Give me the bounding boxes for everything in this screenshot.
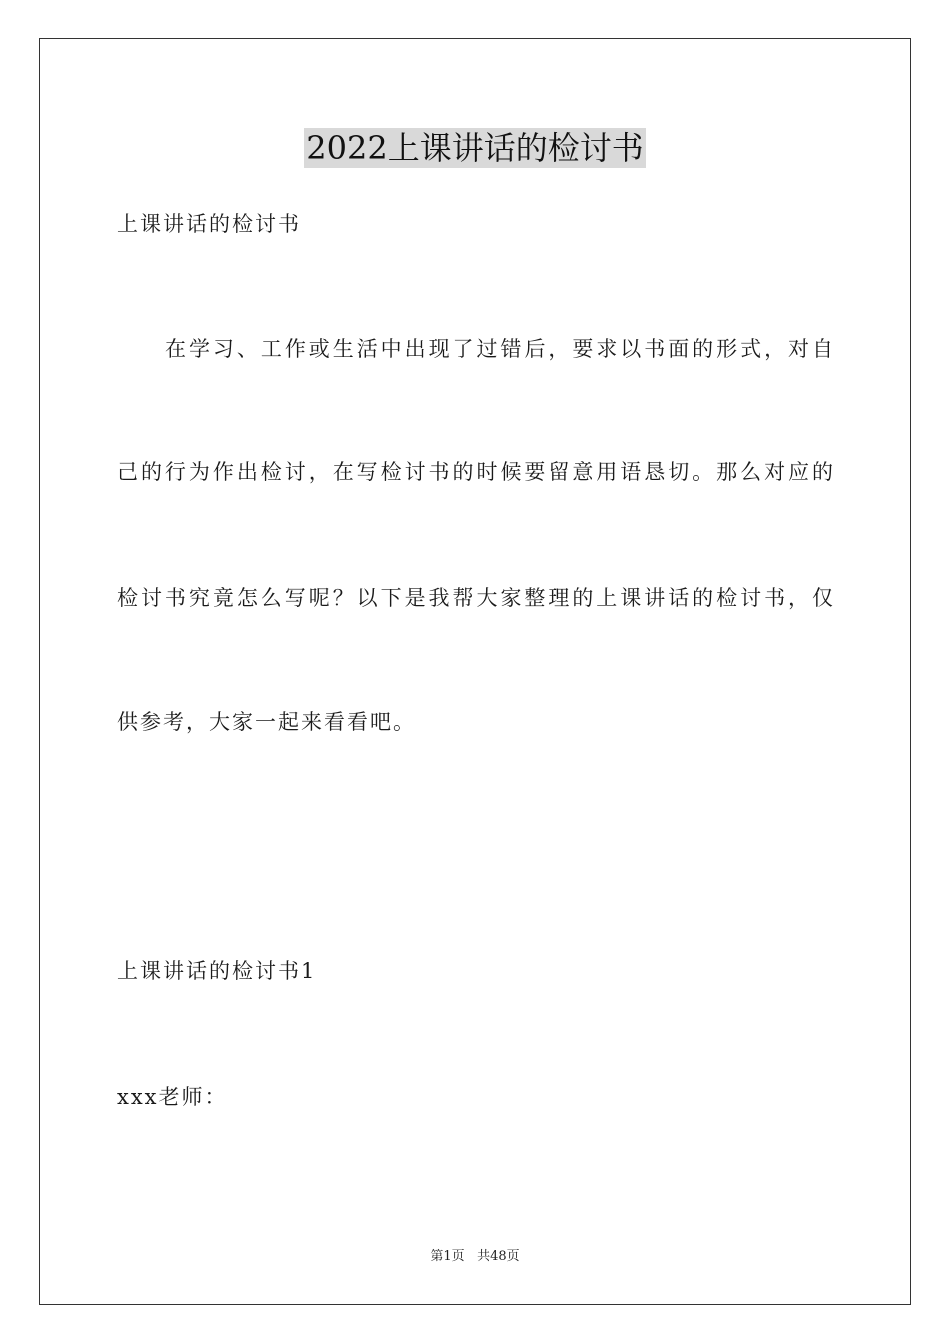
paragraph-line-4: 供参考，大家一起来看看吧。 (117, 710, 416, 734)
page-total: 共48页 (477, 1249, 520, 1264)
paragraph-line-1: 在学习、工作或生活中出现了过错后，要求以书面的形式，对自 (165, 337, 833, 361)
title-container (0, 128, 950, 168)
paragraph-line-3: 检讨书究竟怎么写呢？以下是我帮大家整理的上课讲话的检讨书，仅 (117, 586, 833, 610)
page-footer (0, 1248, 950, 1266)
subtitle: 上课讲话的检讨书 (117, 212, 301, 236)
page-number: 第1页 (430, 1249, 465, 1264)
paragraph-line-2: 己的行为作出检讨，在写检讨书的时候要留意用语恳切。那么对应的 (117, 460, 833, 484)
document-title: 2022上课讲话的检讨书 (306, 129, 644, 167)
section-heading: 上课讲话的检讨书1 (117, 959, 317, 983)
salutation: xxx老师： (117, 1085, 228, 1109)
